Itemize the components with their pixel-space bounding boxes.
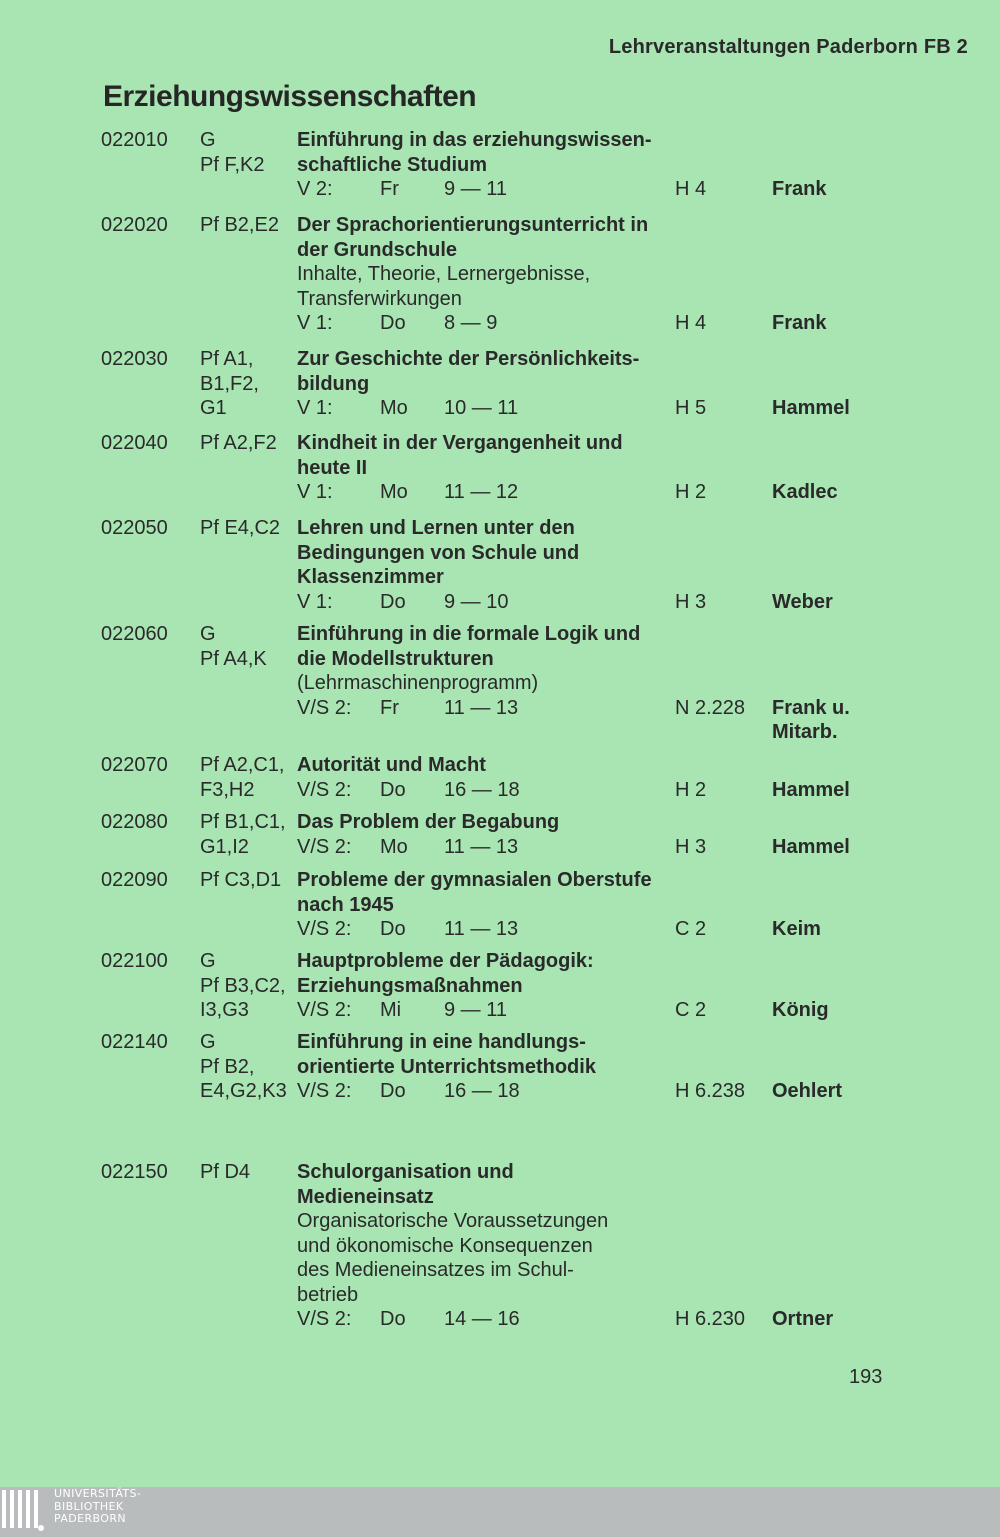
course-day: Mo [380, 835, 408, 858]
course-description: Inhalte, Theorie, Lernergebnisse, Transferwirkungen [297, 263, 591, 310]
course-title: Autorität und Macht [297, 754, 486, 776]
course-day: Mo [380, 397, 408, 419]
course-schedule [297, 480, 677, 505]
course-schedule [297, 998, 677, 1023]
course-time: 11 — 13 [444, 918, 519, 940]
course-type: V 2: [297, 178, 333, 200]
course-title: Probleme der gymnasialen Oberstufe nach 1945 [297, 869, 652, 916]
course-number: 022100 [101, 950, 168, 972]
course-day: Mi [380, 999, 402, 1021]
course-number: 022010 [101, 129, 168, 151]
course-time: 11 — 13 [444, 835, 519, 858]
course-title: Kindheit in der Vergangenheit und heute II [297, 432, 623, 479]
course-text [297, 949, 677, 1023]
course-schedule [297, 835, 677, 860]
course-category: Pf A2,F2 [200, 432, 277, 454]
course-type: V 1: [297, 481, 333, 503]
course-text [297, 431, 677, 505]
course-type: V/S 2: [297, 918, 352, 940]
course-day: Do [380, 1308, 406, 1330]
course-text [297, 128, 677, 202]
course-title: Hauptprobleme der Pädagogik: Erziehungsmaßnahmen [297, 950, 594, 997]
course-title: Einführung in die formale Logik und die Modellstrukturen [297, 623, 641, 670]
course-lecturer: Hammel [772, 778, 850, 801]
course-lecturer: Kadlec [772, 481, 838, 503]
course-schedule [297, 1307, 677, 1332]
section-title: Erziehungswissenschaften [103, 80, 477, 113]
course-category: G Pf B3,C2, I3,G3 [200, 950, 286, 1021]
course-schedule [297, 696, 677, 721]
course-time: 11 — 12 [444, 481, 519, 503]
course-title: Einführung in das erziehungswissen- schaftliche Studium [297, 129, 652, 176]
course-time: 9 — 11 [444, 178, 507, 200]
running-header: Lehrveranstaltungen Paderborn FB 2 [608, 36, 968, 58]
course-category: G Pf B2, E4,G2,K3 [200, 1031, 287, 1102]
course-room: N 2.228 [675, 696, 746, 719]
course-day: Mo [380, 481, 408, 503]
course-title: Der Sprachorientierungsunterricht in der Grundschule [297, 214, 649, 261]
course-schedule [297, 311, 677, 336]
course-category: Pf E4,C2 [200, 517, 281, 539]
course-description: (Lehrmaschinenprogramm) [297, 672, 539, 694]
logo-dot-icon [38, 1525, 44, 1531]
course-category: Pf D4 [200, 1161, 251, 1183]
course-type: V/S 2: [297, 1308, 352, 1330]
course-schedule [297, 917, 677, 942]
course-day: Do [380, 918, 406, 940]
course-lecturer: Oehlert [772, 1080, 843, 1102]
course-number: 022090 [101, 869, 168, 891]
course-text [297, 810, 677, 859]
course-room: C 2 [675, 918, 707, 940]
course-room: H 4 [675, 312, 707, 334]
course-text [297, 213, 677, 336]
course-number: 022030 [101, 348, 168, 370]
course-time: 9 — 10 [444, 590, 509, 613]
course-number: 022040 [101, 432, 168, 454]
course-time: 16 — 18 [444, 1080, 520, 1102]
course-lecturer: Keim [772, 918, 821, 940]
course-category: Pf A1, B1,F2, G1 [200, 348, 259, 419]
course-category: Pf C3,D1 [200, 869, 282, 891]
footer-bar [0, 1487, 1000, 1537]
course-type: V 1: [297, 397, 333, 419]
course-room: H 5 [675, 397, 707, 419]
course-lecturer: Weber [772, 590, 833, 613]
course-type: V/S 2: [297, 999, 352, 1021]
course-title: Zur Geschichte der Persönlichkeits- bildung [297, 348, 640, 395]
course-description: Organisatorische Voraussetzungen und ökonomische Konsequenzen des Medieneinsatzes im Schul- betrieb [297, 1210, 609, 1306]
course-type: V 1: [297, 312, 333, 334]
course-type: V/S 2: [297, 696, 352, 719]
course-time: 14 — 16 [444, 1308, 520, 1330]
course-room: H 3 [675, 835, 707, 858]
course-day: Do [380, 1080, 406, 1102]
course-day: Do [380, 590, 406, 613]
course-category: Pf A2,C1, F3,H2 [200, 754, 285, 801]
course-text [297, 753, 677, 802]
course-title: Einführung in eine handlungs- orientierte Unterrichtsmethodik [297, 1031, 596, 1078]
course-lecturer: Frank [772, 312, 827, 334]
course-day: Fr [380, 696, 399, 719]
course-room: H 2 [675, 778, 707, 801]
course-lecturer: Frank [772, 178, 827, 200]
course-text [297, 622, 677, 720]
page-number: 193 [849, 1366, 883, 1388]
course-lecturer: Hammel [772, 397, 850, 419]
course-day: Do [380, 778, 406, 801]
course-type: V/S 2: [297, 835, 352, 858]
course-text [297, 347, 677, 421]
course-room: H 3 [675, 590, 707, 613]
course-day: Do [380, 312, 406, 334]
course-lecturer: Frank u. Mitarb. [772, 696, 850, 743]
course-room: H 2 [675, 481, 707, 503]
course-category: Pf B2,E2 [200, 214, 279, 236]
course-title: Das Problem der Begabung [297, 811, 560, 833]
course-title: Lehren und Lernen unter den Bedingungen von Schule und Klassenzimmer [297, 517, 580, 588]
course-lecturer: Ortner [772, 1308, 834, 1330]
course-time: 16 — 18 [444, 778, 520, 801]
course-category: Pf B1,C1, G1,I2 [200, 811, 286, 858]
course-category: G Pf A4,K [200, 623, 267, 670]
course-number: 022050 [101, 517, 168, 539]
course-lecturer: Hammel [772, 835, 850, 858]
course-room: H 6.238 [675, 1080, 746, 1102]
course-text [297, 516, 677, 614]
course-number: 022150 [101, 1161, 168, 1183]
logo-text: UNIVERSITÄTS- BIBLIOTHEK PADERBORN [54, 1487, 142, 1525]
course-type: V 1: [297, 590, 333, 613]
course-schedule [297, 396, 677, 421]
course-time: 10 — 11 [444, 397, 519, 419]
course-time: 8 — 9 [444, 312, 498, 334]
course-schedule [297, 177, 677, 202]
course-schedule [297, 778, 677, 803]
course-room: H 4 [675, 178, 707, 200]
course-time: 11 — 13 [444, 696, 519, 719]
course-title: Schulorganisation und Medieneinsatz [297, 1161, 514, 1208]
course-room: C 2 [675, 999, 707, 1021]
course-number: 022080 [101, 811, 168, 833]
course-type: V/S 2: [297, 778, 352, 801]
course-schedule [297, 1079, 677, 1104]
logo-bars-icon [2, 1490, 42, 1528]
library-logo [0, 1487, 160, 1537]
course-number: 022020 [101, 214, 168, 236]
course-text [297, 1030, 677, 1104]
course-category: G Pf F,K2 [200, 129, 265, 176]
course-lecturer: König [772, 999, 829, 1021]
course-number: 022140 [101, 1031, 168, 1053]
course-number: 022070 [101, 754, 168, 776]
course-text [297, 868, 677, 942]
course-type: V/S 2: [297, 1080, 352, 1102]
course-text [297, 1160, 677, 1332]
course-number: 022060 [101, 623, 168, 645]
course-room: H 6.230 [675, 1308, 746, 1330]
course-schedule [297, 590, 677, 615]
course-time: 9 — 11 [444, 999, 507, 1021]
course-day: Fr [380, 178, 399, 200]
